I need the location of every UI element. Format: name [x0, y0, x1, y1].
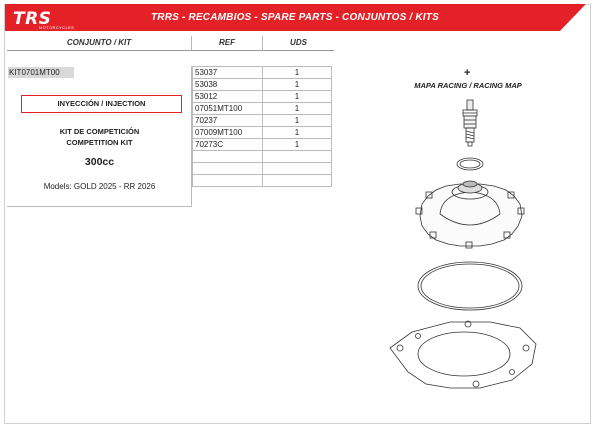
page-title: TRRS - RECAMBIOS - SPARE PARTS - CONJUNTOS / KITS — [151, 12, 439, 23]
table-row — [193, 91, 332, 103]
uds-cell: 1 — [263, 115, 332, 127]
ref-cell: 53038 — [193, 79, 263, 91]
models-text: Models: GOLD 2025 - RR 2026 — [43, 182, 156, 191]
cylinder-head-drawing — [416, 181, 524, 248]
table-row — [193, 163, 332, 175]
brand-logo: TRS — [13, 9, 52, 29]
uds-cell: 1 — [263, 79, 332, 91]
ref-cell — [193, 175, 263, 187]
ref-cell — [193, 151, 263, 163]
parts-table — [192, 66, 332, 187]
header-banner — [5, 4, 586, 31]
uds-cell: 1 — [263, 67, 332, 79]
displacement: 300cc — [84, 156, 115, 168]
uds-cell — [263, 151, 332, 163]
table-row — [193, 127, 332, 139]
table-row — [193, 115, 332, 127]
ref-cell: 07009MT100 — [193, 127, 263, 139]
table-row — [193, 175, 332, 187]
ref-cell: 53037 — [193, 67, 263, 79]
column-header-uds: UDS — [262, 36, 334, 51]
uds-cell: 1 — [263, 91, 332, 103]
kit-title-en: COMPETITION KIT — [66, 138, 133, 147]
uds-cell: 1 — [263, 139, 332, 151]
uds-cell: 1 — [263, 103, 332, 115]
kit-title — [7, 126, 192, 148]
ref-cell — [193, 163, 263, 175]
column-header-conjunto: CONJUNTO / KIT — [7, 36, 191, 51]
sensor-part-drawing — [463, 100, 477, 146]
table-row — [193, 151, 332, 163]
racing-map-label: MAPA RACING / RACING MAP — [414, 81, 522, 90]
table-row — [193, 139, 332, 151]
ref-cell: 70237 — [193, 115, 263, 127]
table-row — [193, 67, 332, 79]
brand-logo-subtitle: MOTORCYCLES — [39, 25, 75, 30]
uds-cell: 1 — [263, 127, 332, 139]
table-row — [193, 79, 332, 91]
ref-cell: 07051MT100 — [193, 103, 263, 115]
table-row — [193, 103, 332, 115]
exploded-parts-diagram — [380, 96, 580, 396]
category-badge: INYECCIÓN / INJECTION — [21, 95, 182, 113]
uds-cell — [263, 163, 332, 175]
uds-cell — [263, 175, 332, 187]
ref-cell: 70273C — [193, 139, 263, 151]
plus-sign: + — [464, 67, 471, 79]
kit-title-es: KIT DE COMPETICIÓN — [59, 127, 140, 136]
base-gasket-drawing — [390, 321, 536, 388]
head-gasket-ring-drawing — [418, 262, 522, 310]
column-header-ref: REF — [191, 36, 262, 51]
kit-code: KIT0701MT00 — [8, 67, 74, 78]
ref-cell: 53012 — [193, 91, 263, 103]
